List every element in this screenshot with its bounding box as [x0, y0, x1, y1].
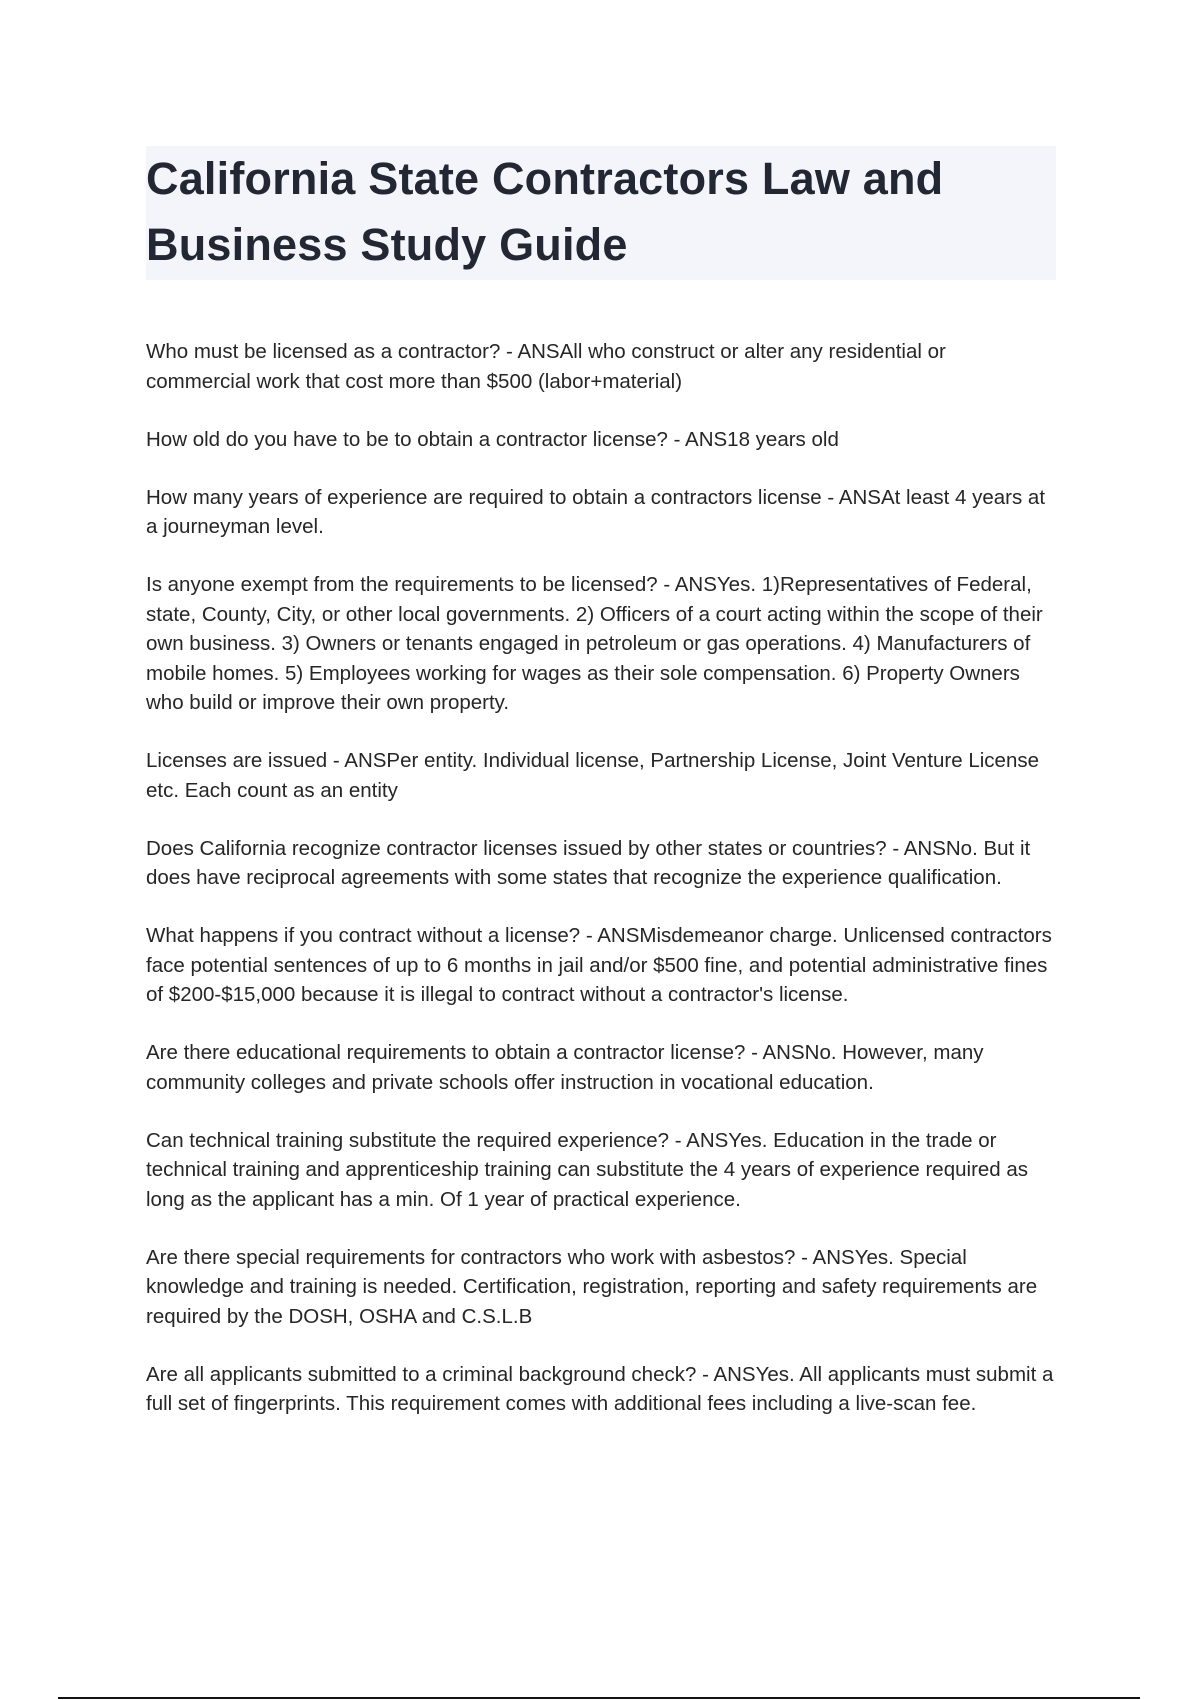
- qa-item: How old do you have to be to obtain a contractor license? - ANS18 years old: [146, 427, 839, 451]
- page-bottom-rule: [58, 1697, 1140, 1699]
- qa-item: Can technical training substitute the required experience? - ANSYes. Education in the trade or technical training and apprenticeship training can substitute the 4 years of experience required as long as the applicant has a min. Of 1 year of practical experience.: [146, 1128, 1029, 1211]
- qa-item: What happens if you contract without a license? - ANSMisdemeanor charge. Unlicensed contractors face potential sentences of up to 6 months in jail and/or $500 fine, and potential administrative fines of $200-$15,000 because it is illegal to contract without a contractor's license.: [146, 924, 1052, 1006]
- qa-item: Are there special requirements for contractors who work with asbestos? - ANSYes. Special knowledge and training is needed. Certification, registration, reporting and safety requirements are required by the DOSH, OSHA and C.S.L.B: [146, 1245, 1038, 1328]
- qa-item: How many years of experience are required to obtain a contractors license - ANSAt least 4 years at a journeyman level.: [146, 485, 1046, 538]
- document-title: California State Contractors Law and Business Study Guide: [146, 153, 944, 270]
- qa-item: Does California recognize contractor licenses issued by other states or countries? - ANSNo. But it does have reciprocal agreements with some states that recognize the experience qualification.: [146, 836, 1031, 889]
- qa-item: Licenses are issued - ANSPer entity. Individual license, Partnership License, Joint Venture License etc. Each count as an entity: [146, 749, 1040, 802]
- qa-item: Who must be licensed as a contractor? - ANSAll who construct or alter any residential or commercial work that cost more than $500 (labor+material): [146, 340, 946, 393]
- qa-item: Are all applicants submitted to a criminal background check? - ANSYes. All applicants must submit a full set of fingerprints. This requirement comes with additional fees including a live-scan fee.: [146, 1362, 1054, 1415]
- document-page: [146, 146, 1056, 1447]
- title-block: [146, 146, 1056, 280]
- qa-item: Is anyone exempt from the requirements to be licensed? - ANSYes. 1)Representatives of Federal, state, County, City, or other local governments. 2) Officers of a court acting within the scope of their own business. 3) Owners or tenants engaged in petroleum or gas operations. 4) Manufacturers of mobile homes. 5) Employees working for wages as their sole compensation. 6) Property Owners who build or improve their own property.: [146, 573, 1043, 714]
- qa-item: Are there educational requirements to obtain a contractor license? - ANSNo. However, many community colleges and private schools offer instruction in vocational education.: [146, 1041, 984, 1094]
- qa-list: [146, 337, 1056, 1419]
